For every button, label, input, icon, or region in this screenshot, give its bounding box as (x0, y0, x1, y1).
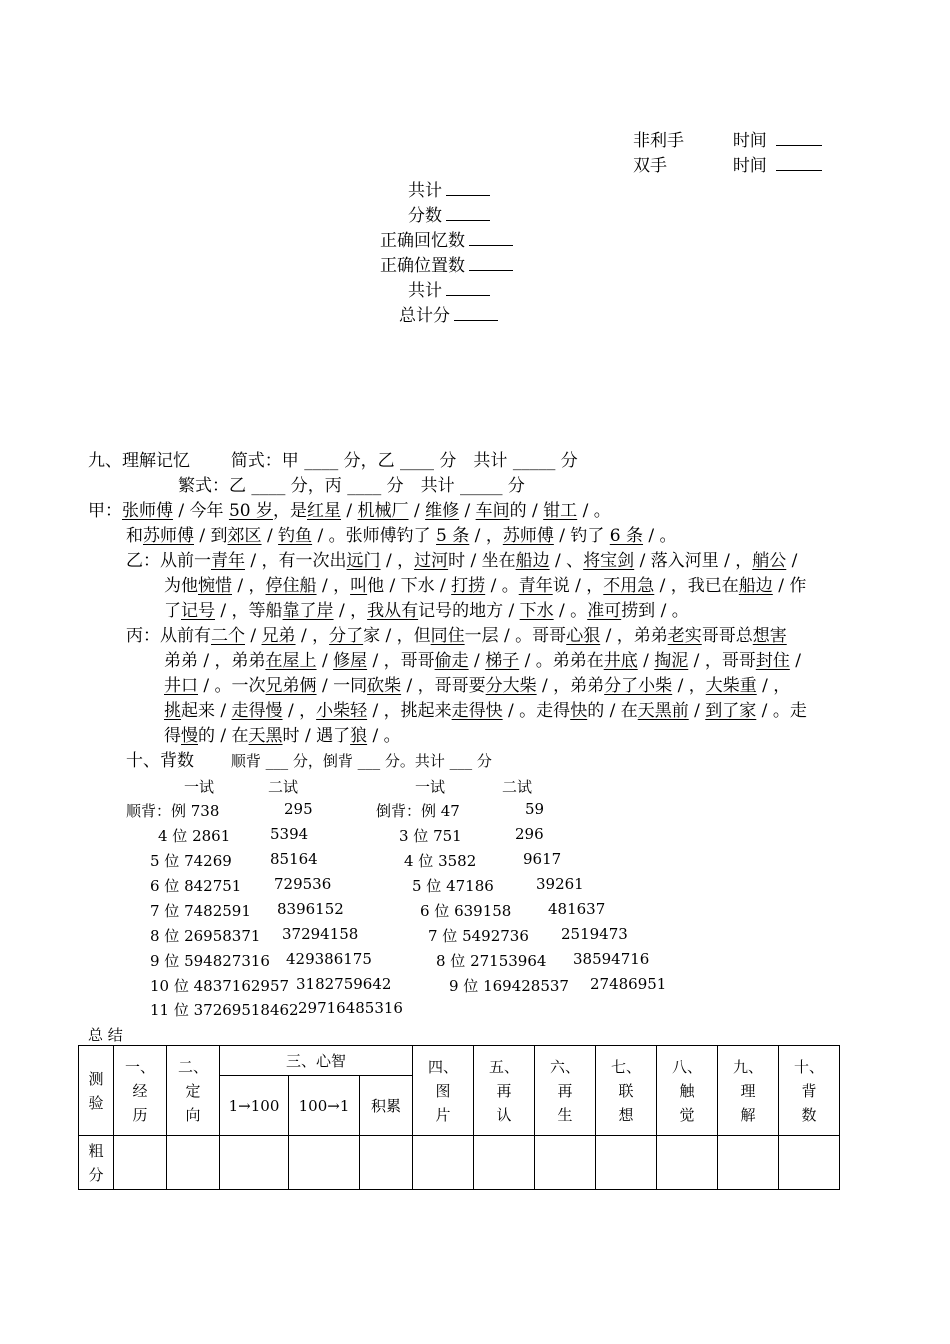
grand-total-blank[interactable] (454, 306, 498, 321)
story-bing-line2: 弟弟 / ，弟弟在屋上 / 修屋 / ，哥哥偷走 / 梯子 / 。弟弟在井底 / 掏泥 / ，哥哥封住 / (164, 651, 801, 671)
forward-row-trial2: 729536 (274, 875, 332, 893)
forward-row-trial2: 295 (284, 800, 313, 818)
col-reproduction: 六、 再 生 (535, 1046, 596, 1136)
raw-score-label: 粗 分 (79, 1136, 114, 1190)
total-blank-2[interactable] (446, 281, 490, 296)
forward-row: 10 位 4837162957 (150, 977, 290, 995)
correct-recall-row: 正确回忆数 (380, 226, 513, 251)
both-hands-row (633, 151, 822, 176)
score-cell[interactable] (220, 1136, 289, 1190)
story-bing-line3: 井口 / 。一次兄弟俩 / 一同砍柴 / ，哥哥要分大柴 / ，弟弟分了小柴 / ，大柴重 / ， (164, 676, 791, 696)
section9-title: 九、理解记忆 (88, 451, 190, 471)
score-cell[interactable] (413, 1136, 474, 1190)
forward-row: 8 位 26958371 (150, 927, 261, 945)
forward-row-trial2: 429386175 (286, 950, 372, 968)
col-mental: 三、心智 (220, 1046, 413, 1076)
time-blank[interactable] (776, 156, 822, 171)
score-cell[interactable] (779, 1136, 840, 1190)
backward-row-trial2: 38594716 (573, 950, 650, 968)
score-cell[interactable] (596, 1136, 657, 1190)
section10-title: 十、背数 (126, 751, 194, 771)
forward-row: 11 位 37269518462 (150, 1001, 299, 1019)
col-association: 七、 联 想 (596, 1046, 657, 1136)
backward-row-trial2: 59 (525, 800, 545, 818)
time-label: 时间 (732, 131, 767, 151)
forward-row: 4 位 2861 (158, 827, 231, 845)
forward-row-trial2: 8396152 (277, 900, 344, 918)
story-jia-line2: 和苏师傅 / 到郊区 / 钓鱼 / 。张师傅钓了 5 条 / ，苏师傅 / 钓了 6 条 / 。 (126, 526, 677, 546)
nonright-label: 非利手 (633, 131, 684, 151)
backward-row: 7 位 5492736 (428, 927, 529, 945)
backward-row: 4 位 3582 (404, 852, 477, 870)
section9-header (88, 449, 578, 473)
forward-trial2-label: 二试 (268, 778, 299, 796)
forward-row-trial2: 3182759642 (296, 975, 392, 993)
col-mental-1-100: 1→100 (220, 1076, 289, 1136)
backward-row-trial2: 9617 (523, 850, 562, 868)
backward-row: 9 位 169428537 (449, 977, 569, 995)
col-experience: 一、 经 历 (114, 1046, 167, 1136)
score-cell[interactable] (289, 1136, 360, 1190)
recall-blank[interactable] (469, 231, 513, 246)
backward-row: 8 位 27153964 (436, 952, 547, 970)
both-label: 双手 (633, 156, 667, 176)
total-blank[interactable] (446, 181, 490, 196)
summary-title: 总 结 (88, 1026, 123, 1044)
score-cell[interactable] (360, 1136, 413, 1190)
score-row: 分数 (408, 201, 490, 226)
time-label: 时间 (732, 156, 767, 176)
col-mental-accumulate: 积累 (360, 1076, 413, 1136)
score-cell[interactable] (535, 1136, 596, 1190)
score-cell[interactable] (718, 1136, 779, 1190)
forward-row: 9 位 594827316 (150, 952, 270, 970)
forward-row-trial2: 29716485316 (298, 999, 403, 1017)
backward-row-trial2: 27486951 (590, 975, 667, 993)
section9-complex: 繁式：乙 ____ 分，丙 ____ 分 共计 _____ 分 (178, 476, 525, 496)
col-mental-100-1: 100→1 (289, 1076, 360, 1136)
forward-row: 5 位 74269 (150, 852, 232, 870)
score-cell[interactable] (114, 1136, 167, 1190)
total-row-2: 共计 (408, 276, 490, 301)
score-blank[interactable] (446, 206, 490, 221)
position-blank[interactable] (469, 256, 513, 271)
grand-total-row: 总计分 (399, 301, 498, 326)
forward-trial1-label: 一试 (184, 778, 215, 796)
col-digit-span: 十、 背 数 (779, 1046, 840, 1136)
backward-trial1-label: 一试 (415, 778, 446, 796)
story-yi-line3: 了记号 / ，等船靠了岸 / ，我从有记号的地方 / 下水 / 。准可捞到 / 。 (164, 601, 689, 621)
score-cell[interactable] (167, 1136, 220, 1190)
col-pictures: 四、 图 片 (413, 1046, 474, 1136)
story-bing-line1: 丙：从前有二个 / 兄弟 / ，分了家 / ，但同住一层 / 。哥哥心狠 / ，弟弟老实哥哥总想害 (126, 626, 787, 646)
forward-row-trial2: 5394 (270, 825, 309, 843)
correct-position-row: 正确位置数 (380, 251, 513, 276)
backward-row-trial2: 296 (515, 825, 544, 843)
story-yi-line1: 乙：从前一青年 / ，有一次出远门 / ，过河时 / 坐在船边 / 、将宝剑 / 落入河里 / ，艄公 / (126, 551, 798, 571)
forward-row: 7 位 7482591 (150, 902, 251, 920)
forward-row: 6 位 842751 (150, 877, 242, 895)
backward-row-trial2: 481637 (548, 900, 606, 918)
backward-row: 倒背：例 47 (376, 802, 460, 820)
story-bing-line4: 挑起来 / 走得慢 / ，小柴轻 / ，挑起来走得快 / 。走得快的 / 在天黑前 / 到了家 / 。走 (164, 701, 807, 721)
score-cell[interactable] (657, 1136, 718, 1190)
backward-row: 5 位 47186 (412, 877, 494, 895)
col-comprehension: 九、 理 解 (718, 1046, 779, 1136)
story-jia-line1: 甲：张师傅 / 今年 50 岁，是红星 / 机械厂 / 维修 / 车间的 / 钳工 / 。 (88, 501, 611, 521)
col-touch: 八、 触 觉 (657, 1046, 718, 1136)
forward-row: 顺背：例 738 (126, 802, 220, 820)
story-yi-line2: 为他惋惜 / ，停住船 / ，叫他 / 下水 / 打捞 / 。青年说 / ，不用急 / ，我已在船边 / 作 (164, 576, 807, 596)
nonright-hand-row (633, 126, 822, 151)
col-orientation: 二、 定 向 (167, 1046, 220, 1136)
forward-row-trial2: 85164 (270, 850, 318, 868)
story-bing-line5: 得慢的 / 在天黑时 / 遇了狼 / 。 (164, 726, 401, 746)
backward-trial2-label: 二试 (502, 778, 533, 796)
backward-row-trial2: 39261 (536, 875, 584, 893)
section10-summary: 顺背 ___ 分，倒背 ___ 分。共计 ___ 分 (230, 752, 492, 770)
section9-simple: 简式：甲 ____ 分，乙 ____ 分 共计 _____ 分 (230, 451, 578, 471)
section10-header (126, 749, 492, 773)
total-row: 共计 (408, 176, 490, 201)
score-cell[interactable] (474, 1136, 535, 1190)
test-label-cell: 测 验 (79, 1046, 114, 1136)
backward-row: 6 位 639158 (420, 902, 512, 920)
col-recognition: 五、 再 认 (474, 1046, 535, 1136)
summary-table (78, 1045, 840, 1190)
time-blank[interactable] (776, 131, 822, 146)
backward-row-trial2: 2519473 (561, 925, 628, 943)
forward-row-trial2: 37294158 (282, 925, 359, 943)
backward-row: 3 位 751 (399, 827, 462, 845)
